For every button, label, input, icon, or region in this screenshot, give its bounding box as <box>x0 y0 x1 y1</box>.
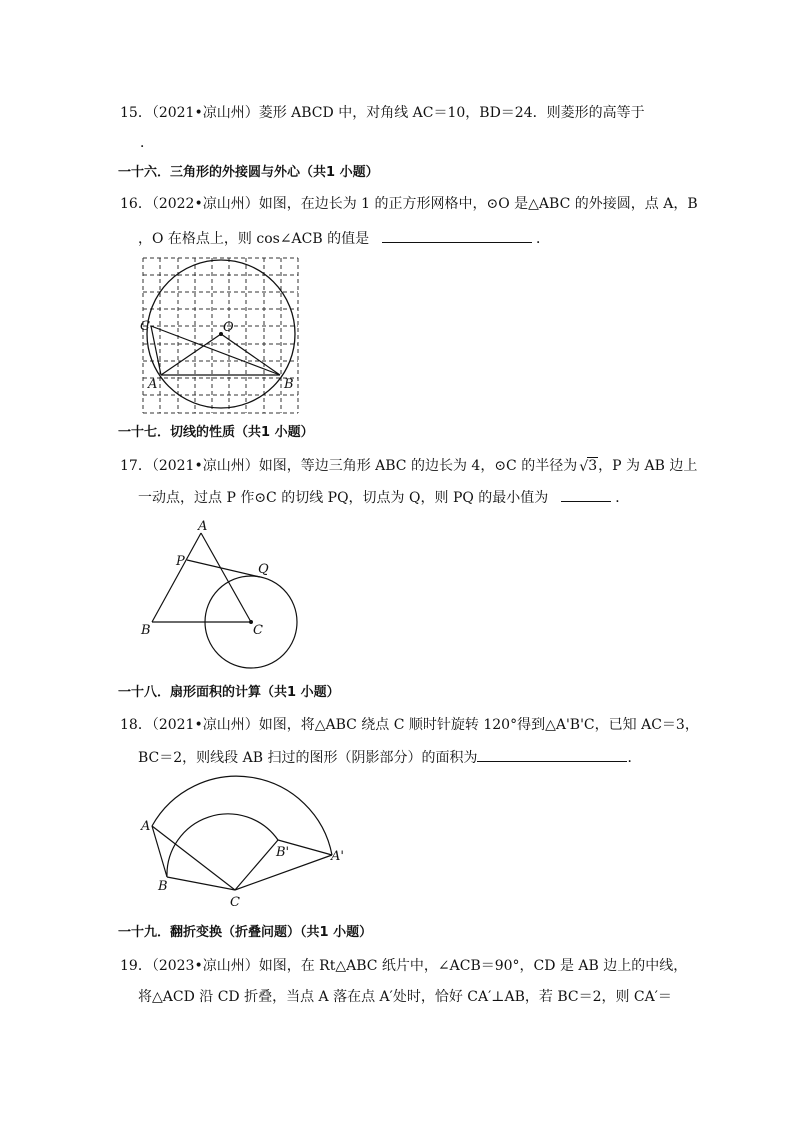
section-18-heading: 一十八．扇形面积的计算（共1 小题） <box>118 685 340 700</box>
fig16-label-b: B <box>284 377 294 392</box>
q17-line2-end: ． <box>615 490 630 506</box>
fig17-label-b: B <box>141 623 151 638</box>
fig16-label-o: O <box>223 320 234 335</box>
q18-line2-end: ． <box>627 750 642 766</box>
q16-line1: 16．（2022•凉山州）如图，在边长为 1 的正方形网格中，⊙O 是△ABC 的外接圆，点 A，B <box>120 196 698 212</box>
q15-line2: ． <box>140 135 154 151</box>
q19-line2: 将△ACD 沿 CD 折叠，当点 A 落在点 A′处时，恰好 CA′⊥AB，若 BC＝2，则 CA′＝ <box>138 989 672 1005</box>
fig18-label-b-prime: B' <box>276 845 290 860</box>
q17-line2-text: 一动点，过点 P 作⊙C 的切线 PQ，切点为 Q，则 PQ 的最小值为 <box>138 490 549 506</box>
fig18-label-b: B <box>158 879 168 894</box>
q17-sqrt: √ 3 <box>579 458 598 475</box>
q18-line2-text: BC＝2，则线段 AB 扫过的图形（阴影部分）的面积为 <box>138 750 478 766</box>
fig17-label-q: Q <box>258 562 269 577</box>
fig18-label-a-prime: A' <box>331 849 344 864</box>
q15-line1: 15．（2021•凉山州）菱形 ABCD 中，对角线 AC＝10，BD＝24．则菱形的高等于 <box>120 105 645 121</box>
fig18-label-a: A <box>141 819 151 834</box>
fig17-label-p: P <box>176 554 185 569</box>
section-17-heading: 一十七．切线的性质（共1 小题） <box>118 425 314 440</box>
q17-line1-end: ，P 为 AB 边上 <box>598 458 698 474</box>
q17-line1-text: 17．（2021•凉山州）如图，等边三角形 ABC 的边长为 4，⊙C 的半径为 <box>120 458 578 474</box>
q18-line1: 18．（2021•凉山州）如图，将△ABC 绕点 C 顺时针旋转 120°得到△A'B'C，已知 AC＝3， <box>120 717 699 733</box>
fig17-label-a: A <box>198 519 208 534</box>
q19-line1: 19．（2023•凉山州）如图，在 Rt△ABC 纸片中，∠ACB＝90°，CD 是 AB 边上的中线， <box>120 958 688 974</box>
section-16-heading: 一十六．三角形的外接圆与外心（共1 小题） <box>118 165 379 180</box>
section-19-heading: 一十九．翻折变换（折叠问题）（共1 小题） <box>118 925 373 940</box>
q16-line2-text: ，O 在格点上，则 cos∠ACB 的值是 <box>138 231 370 247</box>
fig18-label-c: C <box>230 895 240 910</box>
q16-line2-end: ． <box>536 231 551 247</box>
fig16-label-a: A <box>148 377 158 392</box>
fig17-label-c: C <box>253 623 263 638</box>
fig18-shapes <box>152 776 332 890</box>
q17-sqrt-value: 3 <box>588 458 598 474</box>
fig16-label-c: C <box>140 319 150 334</box>
